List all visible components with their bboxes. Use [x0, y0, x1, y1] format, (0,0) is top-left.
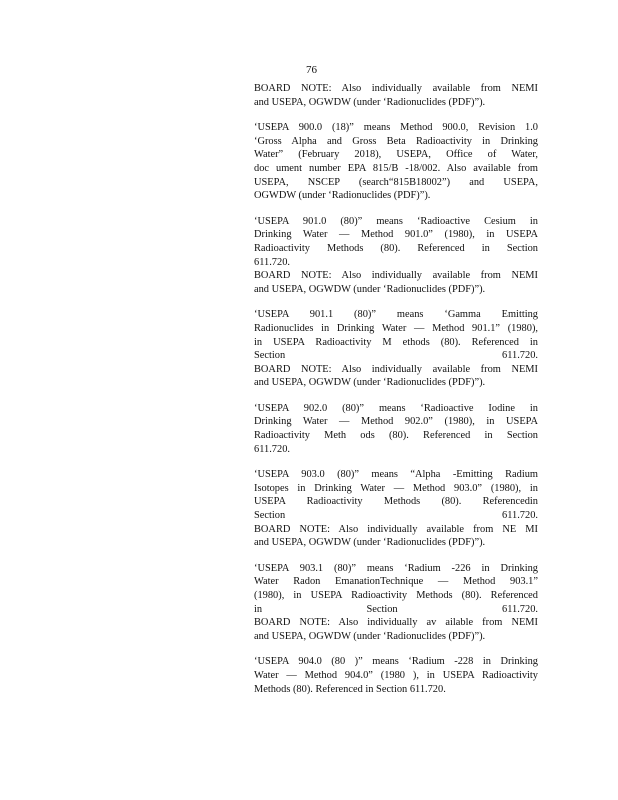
text-line: in Section 611.720.	[254, 603, 538, 615]
text-line: Drinking Water — Method 901.0” (1980), in USEPA	[254, 229, 538, 241]
definition-paragraph	[254, 82, 538, 109]
text-line: ‘USEPA 904.0 (80 )” means ‘Radium -228 in Drinking	[254, 656, 538, 668]
definition-paragraph	[254, 215, 538, 297]
definition-paragraph	[254, 655, 538, 696]
text-line: BOARD NOTE: Also individually available from NEMI	[254, 363, 538, 375]
text-line: and USEPA, OGWDW (under ‘Radionuclides (PDF)”).	[254, 283, 486, 295]
definition-paragraph	[254, 121, 538, 203]
text-line: Methods (80). Referenced in Section 611.720.	[254, 683, 446, 695]
definition-paragraph	[254, 562, 538, 644]
text-line: doc ument number EPA 815/B -18/002. Also available from	[254, 162, 538, 174]
text-line: OGWDW (under ‘Radionuclides (PDF)”).	[254, 190, 431, 202]
text-line: ‘USEPA 901.0 (80)” means ‘Radioactive Cesium in	[254, 215, 538, 227]
text-line: BOARD NOTE: Also individually available from NEMI	[254, 270, 538, 282]
text-line: ‘USEPA 900.0 (18)” means Method 900.0, Revision 1.0	[254, 122, 538, 134]
text-line: Section 611.720.	[254, 510, 538, 522]
text-line: ‘USEPA 903.0 (80)” means “Alpha -Emitting Radium	[254, 469, 538, 481]
text-line: BOARD NOTE: Also individually av ailable from NEMI	[254, 617, 538, 629]
text-line: ‘USEPA 903.1 (80)” means ‘Radium -226 in Drinking	[254, 562, 538, 574]
text-line: ‘Gross Alpha and Gross Beta Radioactivity in Drinking	[254, 135, 538, 147]
definition-paragraph	[254, 402, 538, 456]
text-line: USEPA, NSCEP (search“815B18002”) and USEPA,	[254, 176, 538, 188]
text-line: 611.720.	[254, 443, 290, 455]
text-line: and USEPA, OGWDW (under ‘Radionuclides (PDF)”).	[254, 630, 486, 642]
text-line: (1980), in USEPA Radioactivity Methods (80). Referenced	[254, 590, 538, 601]
page-number: 76	[306, 64, 317, 76]
text-line: 611.720.	[254, 256, 290, 268]
text-line: BOARD NOTE: Also individually available from NE MI	[254, 523, 538, 535]
text-line: Water Radon EmanationTechnique — Method 903.1”	[254, 576, 538, 588]
text-line: and USEPA, OGWDW (under ‘Radionuclides (PDF)”).	[254, 377, 486, 389]
text-line: ‘USEPA 901.1 (80)” means ‘Gamma Emitting	[254, 309, 538, 321]
text-line: BOARD NOTE: Also individually available from NEMI	[254, 83, 538, 94]
text-line: Water” (February 2018), USEPA, Office of Water,	[254, 149, 538, 161]
text-line: USEPA Radioactivity Methods (80). Referencedin	[254, 496, 538, 508]
text-line: and USEPA, OGWDW (under ‘Radionuclides (PDF)”).	[254, 537, 486, 549]
text-line: Section 611.720.	[254, 350, 538, 362]
text-line: Radionuclides in Drinking Water — Method 901.1” (1980),	[254, 322, 538, 334]
definition-paragraph	[254, 468, 538, 550]
text-line: Water — Method 904.0” (1980 ), in USEPA Radioactivity	[254, 669, 538, 681]
text-line: in USEPA Radioactivity M ethods (80). Referenced in	[254, 336, 538, 348]
text-line: and USEPA, OGWDW (under ‘Radionuclides (PDF)”).	[254, 96, 486, 108]
text-line: Radioactivity Meth ods (80). Referenced in Section	[254, 430, 538, 442]
text-line: Drinking Water — Method 902.0” (1980), in USEPA	[254, 416, 538, 428]
text-line: Radioactivity Methods (80). Referenced in Section	[254, 242, 538, 254]
text-line: ‘USEPA 902.0 (80)” means ‘Radioactive Iodine in	[254, 402, 538, 414]
text-line: Isotopes in Drinking Water — Method 903.0” (1980), in	[254, 482, 538, 494]
definition-paragraph	[254, 308, 538, 390]
document-body	[254, 82, 538, 708]
